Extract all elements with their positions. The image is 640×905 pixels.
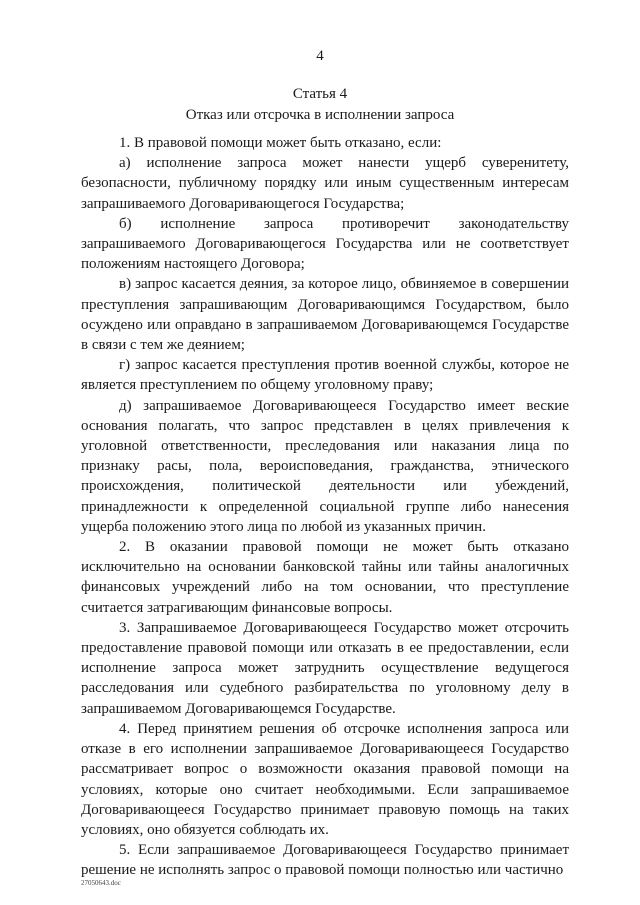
article-heading: Отказ или отсрочка в исполнении запроса xyxy=(185,107,455,123)
page-number: 4 xyxy=(316,48,324,64)
paragraph-4: 4. Перед принятием решения об отсрочке исполнения запроса или отказе в его исполнении запрашиваемое Договаривающееся Государство рассматривает вопрос о возможности оказания правовой помощи на условиях, которые оно считает необходимыми. Если запрашиваемое Договаривающееся Государство принимает правовую помощь на таких условиях, оно обязуется соблюдать их. xyxy=(81,720,569,838)
paragraph-1: 1. В правовой помощи может быть отказано, если: xyxy=(119,135,442,151)
document-body xyxy=(81,133,569,881)
paragraph-1a: а) исполнение запроса может нанести ущерб суверенитету, безопасности, публичному порядку или иным существенным интересам запрашиваемого Договаривающегося Государства; xyxy=(81,155,569,212)
article-title: Статья 4 xyxy=(292,86,348,102)
paragraph-1b: б) исполнение запроса противоречит законодательству запрашиваемого Договаривающегося Государства или не соответствует положениям настоящего Договора; xyxy=(81,215,569,273)
paragraph-1d: д) запрашиваемое Договаривающееся Государство имеет веские основания полагать, что запрос представлен в целях привлечения к уголовной ответственности, преследования или наказания лица по признаку расы, пола, вероисповедания, гражданства, этнического происхождения, политической деятельности или убеждений, принадлежности к определенной социальной группе либо нанесения ущерба положению этого лица по любой из указанных причин. xyxy=(81,397,569,535)
footer-filename: 27050643.doc xyxy=(81,879,121,887)
paragraph-1v: в) запрос касается деяния, за которое лицо, обвиняемое в совершении преступления запрашивающим Договаривающимся Государством, было осуждено или оправдано в запрашиваемом Договаривающемся Государстве в связи с тем же деянием; xyxy=(81,276,569,354)
paragraph-5: 5. Если запрашиваемое Договаривающееся Государство принимает решение не исполнять запрос о правовой помощи полностью или частично xyxy=(81,842,569,879)
paragraph-3: 3. Запрашиваемое Договаривающееся Государство может отсрочить предоставление правовой помощи или отказать в ее предоставлении, если исполнение запроса может затруднить осуществление ведущегося расследования или судебного разбирательства по уголовному делу в запрашиваемом Договаривающемся Государстве. xyxy=(81,619,569,717)
paragraph-2: 2. В оказании правовой помощи не может быть отказано исключительно на основании банковской тайны или тайны аналогичных финансовых учреждений либо на том основании, что преступление считается затрагивающим финансовые вопросы. xyxy=(81,539,569,616)
paragraph-1g: г) запрос касается преступления против военной службы, которое не является преступлением по общему уголовному праву; xyxy=(81,357,569,394)
